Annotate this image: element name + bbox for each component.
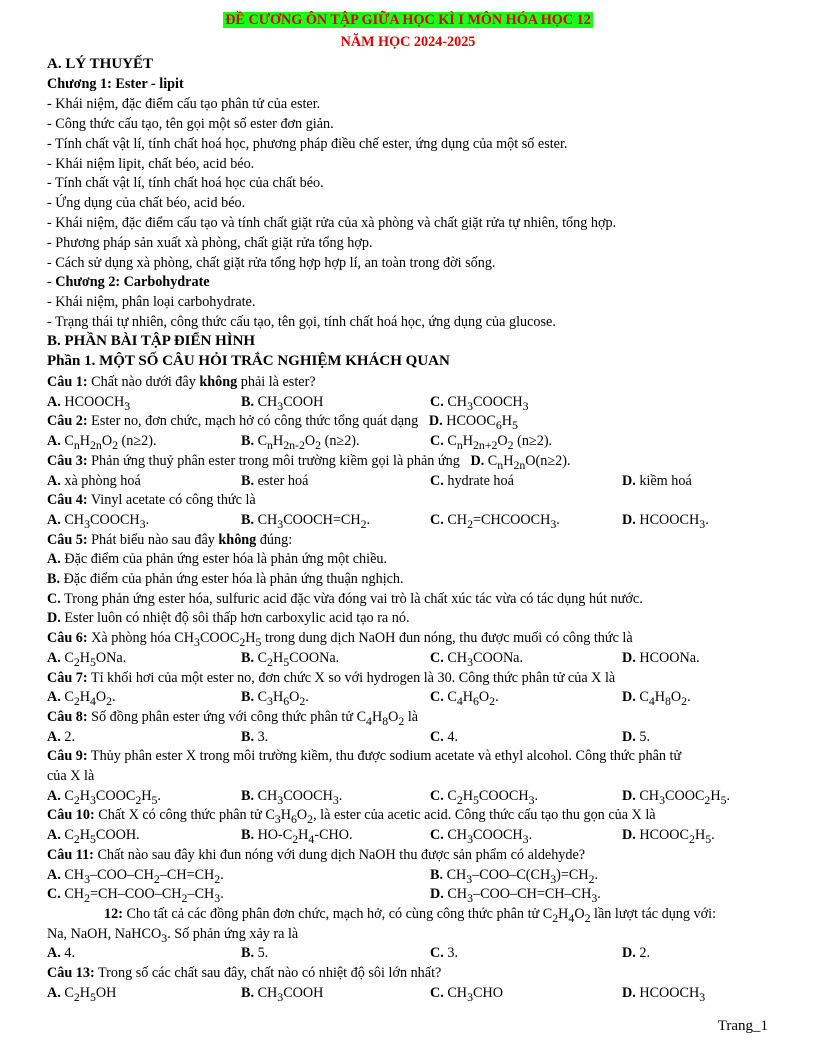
answer-option: A. $CH_3-COO-CH_2-CH=CH_2$.	[47, 866, 224, 886]
answer-option: C. $C_4H_6O_2$.	[430, 689, 499, 709]
page-number: Trang_1	[717, 1018, 768, 1034]
answer-option: D. HCOONa.	[622, 649, 700, 666]
theory-item: - Khái niệm, đặc điểm cấu tạo phân tử của ester.	[47, 96, 321, 112]
theory-item: - Tính chất vật lí, tính chất hoá học, phương pháp điều chế ester, ứng dụng của một số ester.	[47, 136, 568, 152]
chapter1-heading: Chương 1: Ester - lipit	[47, 76, 184, 92]
question-stem: Câu 8: Số đồng phân ester ứng với công thức phân tử $C_4H_8O_2$ là	[47, 708, 419, 728]
answer-option: D. $CH_3COOC_2H_5$.	[622, 787, 731, 807]
answer-option: A. $C_2H_5COOH$.	[47, 827, 140, 846]
theory-item: - Ứng dụng của chất béo, acid béo.	[47, 195, 246, 211]
answer-option: A. 2.	[47, 728, 75, 745]
answer-option: C. $CH_2=CH-COO-CH_2-CH_3$.	[47, 886, 224, 906]
question-stem: Câu 13: Trong số các chất sau đây, chất nào có nhiệt độ sôi lớn nhất?	[47, 965, 442, 981]
question-stem: Câu 4: Vinyl acetate có công thức là	[47, 492, 256, 509]
answer-option: A. $C_2H_4O_2$.	[47, 689, 116, 709]
answer-option: C. 4.	[430, 728, 458, 745]
question-stem-cont: của X là	[47, 768, 95, 784]
question-stem: Câu 3: Phản ứng thuỷ phân ester trong môi trường kiềm gọi là phản ứng D. $C_nH_{2n}O(n\ge 2)$.	[47, 452, 571, 472]
answer-option: C. Trong phản ứng ester hóa, sulfuric acid đặc vừa đóng vai trò là chất xúc tác vừa có tác dụng hút nước.	[47, 590, 643, 607]
chapter2-heading: - Chương 2: Carbohydrate	[47, 274, 210, 290]
answer-option: D. $C_4H_8O_2$.	[622, 689, 691, 709]
answer-option: D. 2.	[622, 945, 650, 962]
exercise-heading: B. PHẦN BÀI TẬP ĐIỂN HÌNH	[47, 333, 256, 349]
theory-item: - Khái niệm lipit, chất béo, acid béo.	[47, 156, 255, 172]
answer-option: B. $C_3H_6O_2$.	[241, 689, 309, 709]
answer-option: D. 5.	[622, 728, 650, 745]
answer-option: A. $C_2H_5OH$	[47, 984, 117, 1004]
answer-option: B. 3.	[241, 728, 269, 745]
answer-option: A. $C_2H_3COOC_2H_5$.	[47, 787, 161, 807]
question-stem: Câu 10: Chất X có công thức phân tử $C_3H_6O_2$, là ester của acetic acid. Công thức cấu tạo thu gọn của X là	[47, 807, 656, 827]
question-stem: Câu 1: Chất nào dưới đây không phải là ester?	[47, 374, 316, 390]
answer-option: C. $C_nH_{2n+2}O_2$ (n≥2).	[430, 433, 553, 452]
question-stem: Câu 7: Tỉ khối hơi của một ester no, đơn chức X so với hydrogen là 30. Công thức phân tử của X là	[47, 669, 616, 686]
answer-option: A. xà phòng hoá	[47, 472, 141, 489]
answer-option: A. 4.	[47, 945, 75, 962]
question-stem: Câu 11: Chất nào sau đây khi đun nóng với dung dịch NaOH thu được sản phẩm có aldehyde?	[47, 846, 586, 863]
part1-heading: Phần 1. MỘT SỐ CÂU HỎI TRẮC NGHIỆM KHÁCH QUAN	[47, 353, 450, 369]
answer-option: B. 5.	[241, 945, 269, 962]
question-stem: 12: Cho tất cả các đồng phân đơn chức, mạch hở, có cùng công thức phân tử $C_2H_4O_2$ lần lượt tác dụng với:	[104, 905, 717, 925]
answer-option: A. $CH_3COOCH_3$.	[47, 511, 150, 531]
answer-option: B. $CH_3-COO-C(CH_3)=CH_2$.	[430, 866, 599, 886]
question-stem-cont: Na, NaOH, NaHCO$_3$. Số phản ứng xảy ra là	[47, 925, 299, 945]
question-stem: Câu 2: Ester no, đơn chức, mạch hở có công thức tổng quát dạng D. $HCOOC_6H_5$	[47, 413, 518, 433]
question-stem: Câu 9: Thủy phân ester X trong môi trường kiềm, thu được sodium acetate và ethyl alcohol. Công thức phân tử	[47, 748, 682, 765]
theory-item: - Khái niệm, đặc điểm cấu tạo và tính chất giặt rửa của xà phòng và chất giặt rửa tự nhiên, tổng hợp.	[47, 215, 617, 231]
answer-option: B. $CH_3COOH$	[241, 984, 324, 1004]
answer-option: D. $HCOOCH_3$	[622, 984, 706, 1004]
answer-option: D. $HCOOCH_3$.	[622, 511, 709, 531]
answer-option: B. $C_nH_{2n-2}O_2$ (n≥2).	[241, 433, 360, 452]
theory-heading: A. LÝ THUYẾT	[47, 56, 153, 72]
answer-option: D. Ester luôn có nhiệt độ sôi thấp hơn carboxylic acid tạo ra nó.	[47, 610, 410, 627]
answer-option: C. $CH_3COOCH_3$	[430, 393, 529, 413]
answer-option: B. $C_2H_5COONa$.	[241, 649, 340, 669]
question-stem: Câu 5: Phát biểu nào sau đây không đúng:	[47, 531, 293, 548]
answer-option: C. $CH_3COOCH_3$.	[430, 827, 533, 846]
document-title: ĐỀ CƯƠNG ÔN TẬP GIỮA HỌC KÌ I MÔN HÓA HỌC 12	[225, 12, 591, 28]
theory-item: - Khái niệm, phân loại carbohydrate.	[47, 294, 256, 310]
answer-option: A. $C_2H_5ONa$.	[47, 649, 127, 669]
answer-option: B. $CH_3COOCH=CH_2$.	[241, 511, 371, 531]
answer-option: D. $CH_3-COO-CH=CH-CH_3$.	[430, 886, 601, 906]
answer-option: A. $HCOOCH_3$	[47, 393, 131, 413]
answer-option: B. $CH_3COOH$	[241, 393, 324, 413]
answer-option: A. Đặc điểm của phản ứng ester hóa là phản ứng một chiều.	[47, 551, 388, 568]
answer-option: C. $CH_3CHO$	[430, 984, 503, 1004]
answer-option: A. $C_nH_{2n}O_2$ (n≥2).	[47, 433, 157, 452]
answer-option: C. $CH_2=CHCOOCH_3$.	[430, 511, 560, 531]
answer-option: B. Đặc điểm của phản ứng ester hóa là phản ứng thuận nghịch.	[47, 571, 404, 587]
question-stem: Câu 6: Xà phòng hóa $CH_3COOC_2H_5$ trong dung dịch NaOH đun nóng, thu được muối có công thức là	[47, 630, 633, 649]
answer-option: D. kiềm hoá	[622, 472, 692, 489]
school-year: NĂM HỌC 2024-2025	[340, 34, 476, 50]
answer-option: C. $C_2H_5COOCH_3$.	[430, 787, 539, 807]
answer-option: B. $HO-C_2H_4$-CHO.	[241, 827, 353, 846]
theory-item: - Công thức cấu tạo, tên gọi một số ester đơn giản.	[47, 116, 334, 132]
answer-option: B. ester hoá	[241, 472, 309, 489]
answer-option: C. 3.	[430, 945, 458, 962]
theory-item: - Cách sử dụng xà phòng, chất giặt rửa tổng hợp hợp lí, an toàn trong đời sống.	[47, 255, 496, 271]
answer-option: C. $CH_3COONa$.	[430, 649, 524, 669]
answer-option: B. $CH_3COOCH_3$.	[241, 787, 343, 807]
answer-option: C. hydrate hoá	[430, 472, 514, 489]
answer-option: D. $HCOOC_2H_5$.	[622, 827, 715, 846]
theory-item: - Phương pháp sản xuất xà phòng, chất giặt rửa tổng hợp.	[47, 235, 373, 251]
theory-item: - Trạng thái tự nhiên, công thức cấu tạo, tên gọi, tính chất hoá học, ứng dụng của glucose.	[47, 314, 556, 330]
theory-item: - Tính chất vật lí, tính chất hoá học của chất béo.	[47, 175, 324, 191]
